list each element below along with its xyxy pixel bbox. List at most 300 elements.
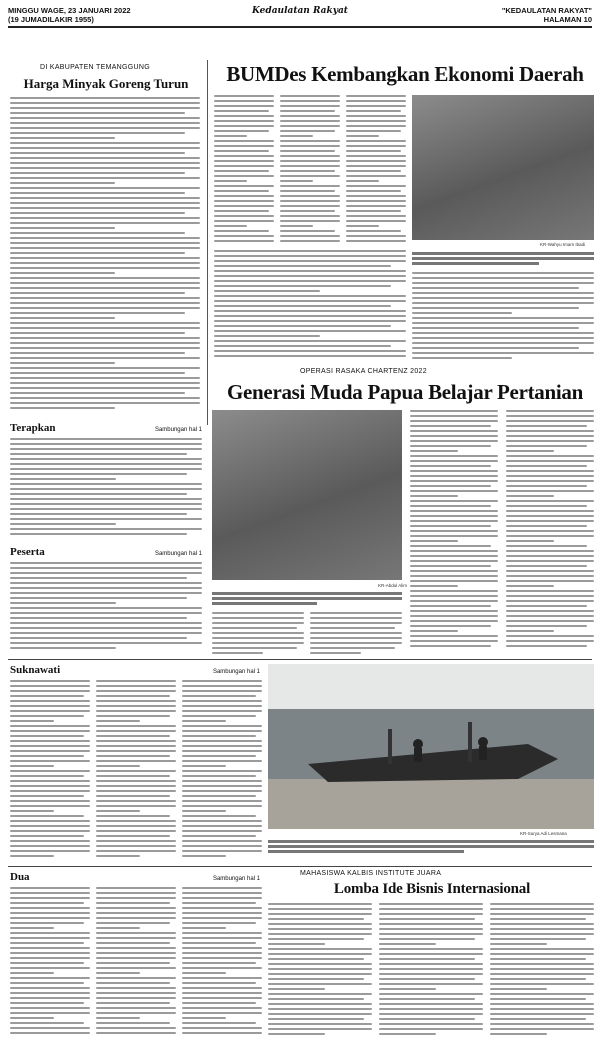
text-line [280,145,340,147]
text-line [10,327,200,329]
text-line [346,190,401,192]
text-line [10,957,90,959]
text-line [490,1028,594,1030]
bumdes-body-right [412,272,594,362]
text-line [506,485,587,487]
text-line [310,637,402,639]
text-line [96,947,176,949]
text-line [10,217,200,219]
text-line [379,968,483,970]
text-line [506,495,554,497]
text-line [10,377,200,379]
bumdes-body-lower [214,250,406,360]
text-line [490,978,586,980]
text-line [214,215,274,217]
text-line [506,635,594,637]
text-line [506,440,594,442]
text-line [214,340,406,342]
bumdes-photo [412,95,594,240]
text-line [410,410,498,412]
text-line [506,425,587,427]
text-line [412,312,512,314]
text-line [410,460,498,462]
text-line [96,825,176,827]
text-line [10,147,200,149]
text-line [310,617,402,619]
text-line [280,135,313,137]
text-line [268,963,372,965]
text-line [280,190,335,192]
text-line [506,415,594,417]
text-line [182,957,262,959]
text-line [96,887,176,889]
text-line [379,983,483,985]
text-line [10,982,84,984]
tagline: "KEDAULATAN RAKYAT" [501,6,592,15]
text-line [490,973,594,975]
text-line [10,845,90,847]
bumdes-body-col3 [346,95,406,245]
text-line [182,942,256,944]
text-line [214,235,274,237]
text-line [214,210,269,212]
text-line [214,130,269,132]
text-line [96,710,176,712]
text-line [280,110,335,112]
text-line [214,170,269,172]
text-line [10,407,115,409]
text-line [10,840,90,842]
text-line [268,928,372,930]
suknawati-body-col2 [96,680,176,860]
text-line [182,760,262,762]
text-line [506,435,594,437]
text-line [212,637,304,639]
text-line [506,570,594,572]
text-line [10,700,90,702]
text-line [10,912,90,914]
text-line [182,755,256,757]
text-line [96,760,176,762]
text-line [280,160,340,162]
text-line [410,550,498,552]
text-line [280,210,335,212]
text-line [10,572,202,574]
text-line [506,505,587,507]
text-line [410,575,498,577]
text-line [96,835,170,837]
text-line [412,337,594,339]
text-line [10,577,187,579]
text-line [410,440,498,442]
text-line [379,1013,483,1015]
text-line [490,953,594,955]
text-line [410,560,498,562]
text-line [412,287,579,289]
text-line [346,110,401,112]
text-line [10,488,202,490]
text-line [410,615,498,617]
text-line [10,632,202,634]
text-line [214,145,274,147]
text-line [182,820,262,822]
minyak-kicker: DI KABUPATEN TEMANGGUNG [40,64,150,71]
text-line [506,595,594,597]
text-line [506,515,594,517]
text-line [96,810,140,812]
text-line [10,1017,54,1019]
text-line [280,240,340,242]
text-line [346,140,406,142]
text-line [10,735,84,737]
text-line [412,302,594,304]
text-line [182,825,262,827]
text-line [490,923,594,925]
text-line [268,1003,372,1005]
text-line [490,913,594,915]
text-line [214,100,274,102]
text-line [10,907,90,909]
text-line [96,850,176,852]
text-line [10,157,200,159]
text-line [182,1027,262,1029]
text-line [96,790,176,792]
dua-body-col2 [96,887,176,1037]
text-line [10,127,200,129]
text-line [212,642,304,644]
text-line [182,745,262,747]
text-line [10,775,84,777]
papua-body-col2 [310,612,402,654]
text-line [182,912,262,914]
text-line [506,500,594,502]
text-line [10,187,200,189]
text-line [214,300,406,302]
text-line [10,780,90,782]
text-line [10,317,115,319]
text-line [182,972,226,974]
text-line [506,585,554,587]
text-line [490,918,586,920]
text-line [412,272,594,274]
text-line [280,220,340,222]
text-line [10,267,200,269]
text-line [506,410,594,412]
text-line [96,1017,140,1019]
text-line [379,948,483,950]
text-line [182,690,262,692]
text-line [506,520,594,522]
text-line [10,152,185,154]
text-line [346,125,406,127]
text-line [379,973,483,975]
text-line [412,297,594,299]
text-line [506,490,594,492]
text-line [212,622,304,624]
text-line [96,785,176,787]
text-line [506,420,594,422]
text-line [410,420,498,422]
peserta-title: Peserta [10,546,45,558]
suknawati-title: Suknawati [10,664,61,676]
text-line [10,642,202,644]
text-line [96,1022,170,1024]
text-line [10,815,84,817]
text-line [10,372,185,374]
text-line [506,475,594,477]
text-line [10,342,200,344]
text-line [214,240,274,242]
text-line [10,770,90,772]
text-line [96,1007,176,1009]
text-line [96,1012,176,1014]
text-line [214,305,391,307]
text-line [182,962,256,964]
text-line [182,685,262,687]
text-line [10,800,90,802]
text-line [490,1008,594,1010]
boat-photo-credit: KR-Surya Adi Lesmana [520,831,567,836]
text-line [214,260,406,262]
text-line [506,545,587,547]
text-line [96,715,170,717]
text-line [10,947,90,949]
text-line [214,190,269,192]
text-line [182,917,262,919]
text-line [214,160,274,162]
text-line [96,805,176,807]
text-line [268,978,364,980]
text-line [10,463,202,465]
text-line [96,967,176,969]
text-line [490,928,594,930]
papua-body-col3 [410,410,498,652]
text-line [412,357,512,359]
text-line [182,1007,262,1009]
text-line [10,97,200,99]
text-line [10,730,90,732]
text-line [212,647,297,649]
text-line [10,932,90,934]
text-line [280,130,335,132]
text-line [346,135,379,137]
text-line [268,1028,372,1030]
text-line [10,282,200,284]
dua-header [10,871,260,883]
text-line [96,720,140,722]
text-line [490,963,594,965]
text-line [346,235,406,237]
text-line [96,977,176,979]
issue-date [8,6,131,24]
text-line [379,998,475,1000]
text-line [346,115,406,117]
text-line [10,922,84,924]
text-line [10,167,200,169]
text-line [280,140,340,142]
kalbis-body-col2 [379,903,483,1037]
text-line [10,523,116,525]
text-line [10,493,187,495]
text-line [379,903,483,905]
text-line [10,247,200,249]
text-line [10,597,187,599]
dua-body-col1 [10,887,90,1037]
text-line [410,555,498,557]
text-line [10,892,90,894]
bumdes-photo-credit: KR-Wahyu Imam Ibadi [540,242,586,247]
text-line [490,993,594,995]
text-line [379,988,436,990]
text-line [412,282,594,284]
text-line [10,453,187,455]
text-line [410,585,458,587]
text-line [10,1022,84,1024]
text-line [268,948,372,950]
text-line [10,1032,90,1034]
text-line [214,120,274,122]
text-line [410,580,498,582]
text-line [506,465,587,467]
text-line [96,780,176,782]
papua-photo [212,410,402,580]
text-line [10,107,200,109]
text-line [10,443,202,445]
text-line [10,518,202,520]
text-line [96,907,176,909]
text-line [346,225,379,227]
text-line [96,705,176,707]
text-line [490,988,547,990]
text-line [412,332,594,334]
kalbis-body-col1 [268,903,372,1037]
text-line [506,560,594,562]
text-line [182,815,256,817]
text-line [214,255,406,257]
suknawati-continued: Sambungan hal 1 [212,669,260,675]
text-line [346,195,406,197]
text-line [10,705,90,707]
text-line [10,765,54,767]
text-line [506,575,594,577]
text-line [10,162,200,164]
text-line [10,967,90,969]
text-line [410,475,498,477]
text-line [96,1032,176,1034]
text-line [410,465,491,467]
text-line [410,645,491,647]
text-line [268,1023,372,1025]
text-line [490,908,594,910]
text-line [212,617,304,619]
text-line [10,685,90,687]
text-line [96,952,176,954]
text-line [10,498,202,500]
lower-rule [8,866,592,867]
text-line [182,720,226,722]
text-line [412,277,594,279]
text-line [310,622,402,624]
text-line [490,998,586,1000]
text-line [10,637,187,639]
text-line [182,855,226,857]
text-line [268,903,372,905]
text-line [214,335,320,337]
text-line [506,535,594,537]
text-line [10,287,200,289]
text-line [214,350,406,352]
text-line [10,992,90,994]
text-line [379,923,483,925]
text-line [182,730,262,732]
text-line [280,165,340,167]
text-line [10,972,54,974]
header-rule [8,26,592,28]
text-line [10,567,202,569]
text-line [10,997,90,999]
text-line [182,977,262,979]
text-line [346,220,406,222]
text-line [182,892,262,894]
text-line [10,612,202,614]
text-line [96,795,170,797]
text-line [96,855,140,857]
text-line [10,528,202,530]
text-line [506,580,594,582]
text-line [10,122,200,124]
text-line [10,917,90,919]
text-line [10,382,200,384]
text-line [412,292,594,294]
text-line [96,1002,170,1004]
text-line [379,963,483,965]
text-line [214,315,406,317]
text-line [10,740,90,742]
text-line [96,685,176,687]
text-line [96,902,170,904]
bumdes-caption [412,250,594,267]
text-line [214,290,320,292]
text-line [96,730,176,732]
text-line [412,317,594,319]
text-line [346,145,406,147]
text-line [10,397,200,399]
dua-title: Dua [10,871,30,883]
kalbis-kicker: MAHASISWA KALBIS INSTITUTE JUARA [300,870,442,877]
text-line [214,285,391,287]
text-line [10,602,116,604]
text-line [346,150,401,152]
text-line [214,155,274,157]
text-line [379,1033,436,1035]
text-line [182,770,262,772]
text-line [182,922,256,924]
text-line [96,987,176,989]
text-line [10,312,185,314]
text-line [10,177,200,179]
text-line [506,540,554,542]
text-line [182,715,256,717]
text-line [490,1023,594,1025]
text-line [10,725,90,727]
text-line [10,835,84,837]
masthead: Kedaulatan Rakyat [252,6,348,16]
text-line [280,205,340,207]
text-line [10,855,54,857]
text-line [182,705,262,707]
text-line [506,600,594,602]
text-line [346,165,406,167]
